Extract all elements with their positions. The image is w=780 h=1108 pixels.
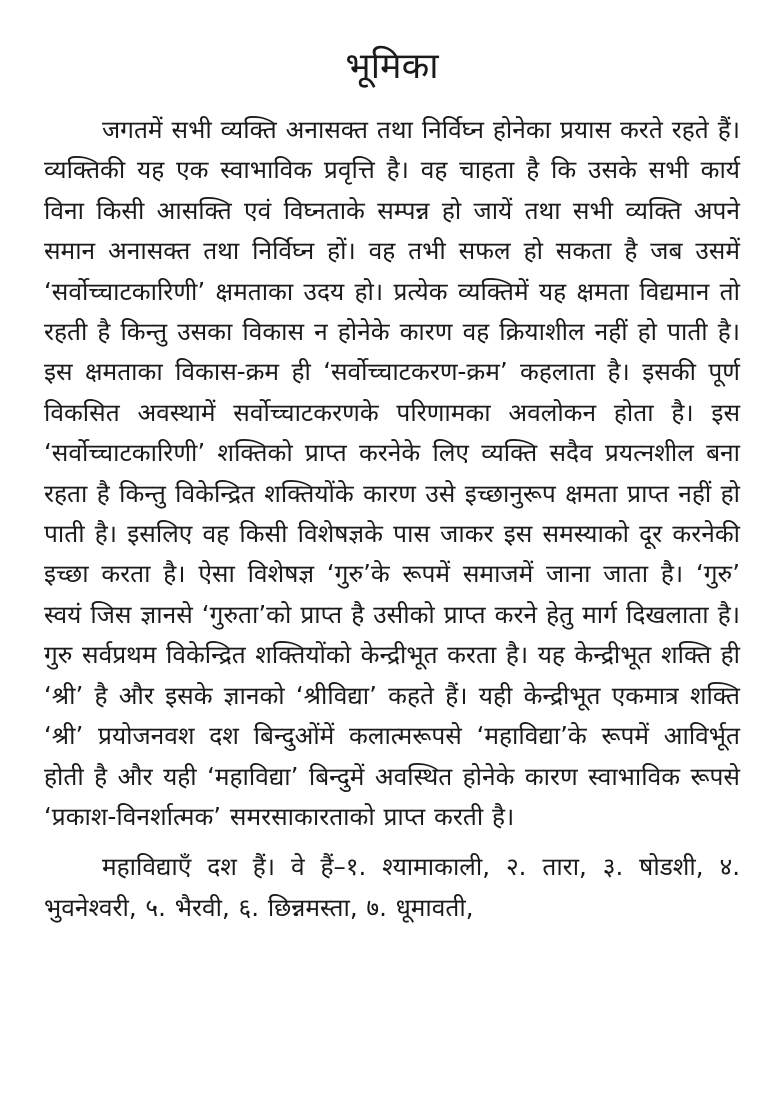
body-paragraph-2: महाविद्याएँ दश हैं। वे हैं–१. श्यामाकाली, २. तारा, ३. षोडशी, ४. भुवनेश्वरी, ५. भैरवी, ६. छिन्नमस्ता, ७. धूमावती,: [44, 852, 740, 922]
body-paragraph-1: जगतमें सभी व्यक्ति अनासक्त तथा निर्विघ्न होनेका प्रयास करते रहते हैं। व्यक्तिकी यह एक स्वाभाविक प्रवृत्ति है। वह चाहता है कि उसके सभी कार्य विना किसी आसक्ति एवं विघ्नताके सम्पन्न हो जायें तथा सभी व्यक्ति अपने समान अनासक्त तथा निर्विघ्न हों। वह तभी सफल हो सकता है जब उसमें ‘सर्वोच्चाटकारिणी’ क्षमताका उदय हो। प्रत्येक व्यक्तिमें यह क्षमता विद्यमान तो रहती है किन्तु उसका विकास न होनेके कारण वह क्रियाशील नहीं हो पाती है। इस क्षमताका विकास-क्रम ही ‘सर्वोच्चाटकरण-क्रम’ कहलाता है। इसकी पूर्ण विकसित अवस्थामें सर्वोच्चाटकरणके परिणामका अवलोकन होता है। इस ‘सर्वोच्चाटकारिणी’ शक्तिको प्राप्त करनेके लिए व्यक्ति सदैव प्रयत्नशील बना रहता है किन्तु विकेन्द्रित शक्तियोंके कारण उसे इच्छानुरूप क्षमता प्राप्त नहीं हो पाती है। इसलिए वह किसी विशेषज्ञके पास जाकर इस समस्याको दूर करनेकी इच्छा करता है। ऐसा विशेषज्ञ ‘गुरु’के रूपमें समाजमें जाना जाता है। ‘गुरु’ स्वयं जिस ज्ञानसे ‘गुरुता’को प्राप्त है उसीको प्राप्त करने हेतु मार्ग दिखलाता है। गुरु सर्वप्रथम विकेन्द्रित शक्तियोंको केन्द्रीभूत करता है। यह केन्द्रीभूत शक्ति ही ‘श्री’ है और इसके ज्ञानको ‘श्रीविद्या’ कहते हैं। यही केन्द्रीभूत एकमात्र शक्ति ‘श्री’ प्रयोजनवश दश बिन्दुओंमें कलात्मरूपसे ‘महाविद्या’के रूपमें आविर्भूत होती है और यही ‘महाविद्या’ बिन्दुमें अवस्थित होनेके कारण स्वाभाविक रूपसे ‘प्रकाश-विनर्शात्मक’ समरसाकारताको प्राप्त करती है।: [44, 115, 740, 831]
page-title: भूमिका: [345, 46, 439, 87]
